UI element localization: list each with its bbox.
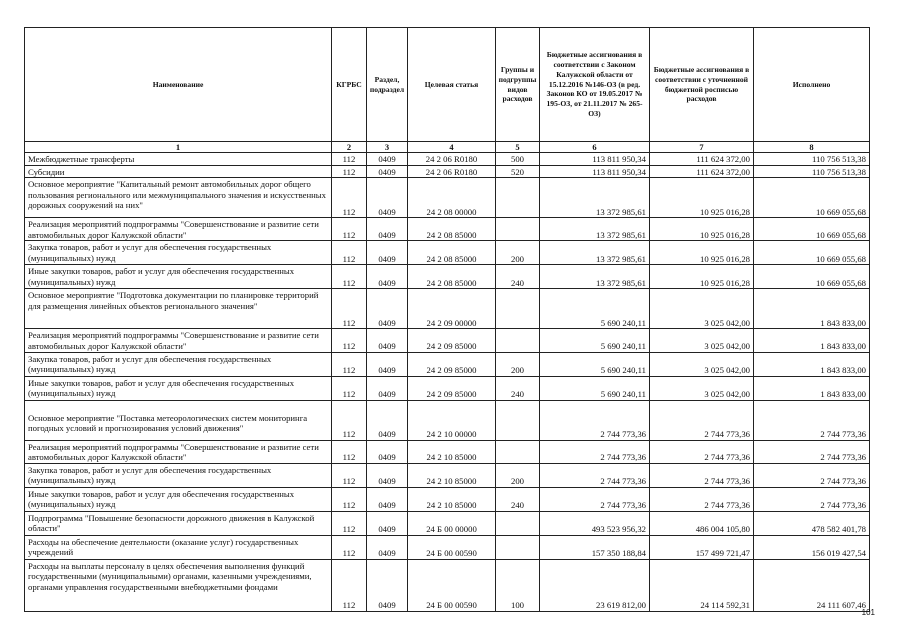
row-group-cell: 240 [496,487,540,511]
header-name: Наименование [25,28,332,142]
row-kgrbs-cell: 112 [332,265,367,289]
row-name-cell: Основное мероприятие "Капитальный ремонт автомобильных дорог общего пользования регионального или межмуниципального значения и искусственных дорожных сооружений на них" [25,178,332,218]
row-budget-clarified-cell: 10 925 016,28 [650,241,754,265]
row-section-cell: 0409 [367,440,408,463]
row-name-cell: Иные закупки товаров, работ и услуг для обеспечения государственных (муниципальных) нужд [25,376,332,400]
row-group-cell [496,218,540,241]
row-target-cell: 24 2 08 85000 [408,241,496,265]
row-budget-clarified-cell: 111 624 372,00 [650,165,754,178]
row-budget-law-cell: 2 744 773,36 [540,487,650,511]
row-executed-cell: 2 744 773,36 [754,400,870,440]
row-target-cell: 24 2 09 85000 [408,329,496,352]
table-row [25,165,870,178]
table-row [25,511,870,535]
row-section-cell: 0409 [367,352,408,376]
table-row [25,153,870,166]
row-executed-cell: 2 744 773,36 [754,487,870,511]
row-group-cell: 520 [496,165,540,178]
row-executed-cell: 156 019 427,54 [754,535,870,559]
row-section-cell: 0409 [367,165,408,178]
row-target-cell: 24 2 09 85000 [408,352,496,376]
table-row [25,352,870,376]
table-row [25,440,870,463]
row-kgrbs-cell: 112 [332,511,367,535]
row-executed-cell: 10 669 055,68 [754,178,870,218]
row-executed-cell: 1 843 833,00 [754,289,870,329]
row-name-cell: Реализация мероприятий подпрограммы "Совершенствование и развитие сети автомобильных дорог Калужской области" [25,218,332,241]
column-number: 6 [540,142,650,153]
row-section-cell: 0409 [367,535,408,559]
row-section-cell: 0409 [367,376,408,400]
row-target-cell: 24 2 08 85000 [408,218,496,241]
row-group-cell: 240 [496,376,540,400]
row-budget-law-cell: 5 690 240,11 [540,376,650,400]
row-target-cell: 24 2 08 00000 [408,178,496,218]
row-budget-law-cell: 113 811 950,34 [540,153,650,166]
row-section-cell: 0409 [367,218,408,241]
row-kgrbs-cell: 112 [332,376,367,400]
row-kgrbs-cell: 112 [332,559,367,611]
row-group-cell: 100 [496,559,540,611]
row-name-cell: Иные закупки товаров, работ и услуг для обеспечения государственных (муниципальных) нужд [25,487,332,511]
row-budget-law-cell: 5 690 240,11 [540,352,650,376]
row-section-cell: 0409 [367,153,408,166]
row-target-cell: 24 Б 00 00000 [408,511,496,535]
row-group-cell: 200 [496,352,540,376]
row-budget-clarified-cell: 10 925 016,28 [650,218,754,241]
row-section-cell: 0409 [367,265,408,289]
row-target-cell: 24 2 10 85000 [408,440,496,463]
table-row [25,241,870,265]
row-name-cell: Основное мероприятие "Поставка метеорологических систем мониторинга погодных условий и прогнозирования условий движения" [25,400,332,440]
row-kgrbs-cell: 112 [332,487,367,511]
row-kgrbs-cell: 112 [332,329,367,352]
row-kgrbs-cell: 112 [332,289,367,329]
column-number-row [25,142,870,153]
row-section-cell: 0409 [367,463,408,487]
table-row [25,218,870,241]
header-executed: Исполнено [754,28,870,142]
row-section-cell: 0409 [367,178,408,218]
row-executed-cell: 1 843 833,00 [754,329,870,352]
row-group-cell: 200 [496,463,540,487]
row-budget-clarified-cell: 10 925 016,28 [650,178,754,218]
row-kgrbs-cell: 112 [332,400,367,440]
column-number: 7 [650,142,754,153]
row-executed-cell: 10 669 055,68 [754,265,870,289]
row-target-cell: 24 2 06 R0180 [408,153,496,166]
row-target-cell: 24 Б 00 00590 [408,559,496,611]
table-row [25,329,870,352]
row-target-cell: 24 2 06 R0180 [408,165,496,178]
row-name-cell: Субсидии [25,165,332,178]
row-executed-cell: 1 843 833,00 [754,376,870,400]
column-number: 5 [496,142,540,153]
header-budget-law: Бюджетные ассигнования в соответствии с Законом Калужской области от 15.12.2016 №146-ОЗ (в ред. Законов КО от 19.05.2017 № 195-ОЗ, от 21.11.2017 № 265-ОЗ) [540,28,650,142]
row-budget-law-cell: 13 372 985,61 [540,241,650,265]
row-group-cell [496,400,540,440]
row-budget-clarified-cell: 2 744 773,36 [650,487,754,511]
header-section: Раздел, подраздел [367,28,408,142]
row-kgrbs-cell: 112 [332,535,367,559]
row-executed-cell: 2 744 773,36 [754,440,870,463]
row-name-cell: Межбюджетные трансферты [25,153,332,166]
row-name-cell: Расходы на выплаты персоналу в целях обеспечения выполнения функций государственными (муниципальными) органами, казенными учреждениями, органами управления государственными внебюджетными фондами [25,559,332,611]
row-budget-clarified-cell: 2 744 773,36 [650,463,754,487]
row-name-cell: Расходы на обеспечение деятельности (оказание услуг) государственных учреждений [25,535,332,559]
row-budget-law-cell: 13 372 985,61 [540,178,650,218]
table-row [25,376,870,400]
table-row [25,487,870,511]
table-row [25,535,870,559]
row-group-cell: 500 [496,153,540,166]
row-group-cell [496,289,540,329]
table-row [25,400,870,440]
row-budget-clarified-cell: 486 004 105,80 [650,511,754,535]
row-target-cell: 24 2 09 85000 [408,376,496,400]
row-section-cell: 0409 [367,559,408,611]
row-executed-cell: 110 756 513,38 [754,153,870,166]
budget-table-page [24,27,869,612]
row-budget-clarified-cell: 3 025 042,00 [650,329,754,352]
row-group-cell [496,440,540,463]
header-target: Целевая статья [408,28,496,142]
row-budget-law-cell: 2 744 773,36 [540,400,650,440]
row-budget-clarified-cell: 10 925 016,28 [650,265,754,289]
row-name-cell: Закупка товаров, работ и услуг для обеспечения государственных (муниципальных) нужд [25,352,332,376]
row-budget-clarified-cell: 24 114 592,31 [650,559,754,611]
row-section-cell: 0409 [367,241,408,265]
row-executed-cell: 110 756 513,38 [754,165,870,178]
table-row [25,265,870,289]
header-kgrbs: КГРБС [332,28,367,142]
row-budget-clarified-cell: 111 624 372,00 [650,153,754,166]
row-kgrbs-cell: 112 [332,153,367,166]
row-group-cell [496,329,540,352]
budget-table [24,27,870,612]
column-number: 8 [754,142,870,153]
row-name-cell: Подпрограмма "Повышение безопасности дорожного движения в Калужской области" [25,511,332,535]
table-row [25,289,870,329]
row-name-cell: Закупка товаров, работ и услуг для обеспечения государственных (муниципальных) нужд [25,241,332,265]
row-section-cell: 0409 [367,487,408,511]
row-budget-law-cell: 5 690 240,11 [540,329,650,352]
header-budget-clarified: Бюджетные ассигнования в соответствии с уточненной бюджетной росписью расходов [650,28,754,142]
column-number: 1 [25,142,332,153]
page-number: 101 [861,608,875,617]
row-name-cell: Закупка товаров, работ и услуг для обеспечения государственных (муниципальных) нужд [25,463,332,487]
row-kgrbs-cell: 112 [332,178,367,218]
row-name-cell: Реализация мероприятий подпрограммы "Совершенствование и развитие сети автомобильных дорог Калужской области" [25,329,332,352]
row-name-cell: Иные закупки товаров, работ и услуг для обеспечения государственных (муниципальных) нужд [25,265,332,289]
row-budget-law-cell: 2 744 773,36 [540,463,650,487]
row-budget-law-cell: 5 690 240,11 [540,289,650,329]
row-kgrbs-cell: 112 [332,165,367,178]
row-group-cell [496,178,540,218]
header-row [25,28,870,142]
row-target-cell: 24 2 10 00000 [408,400,496,440]
row-budget-clarified-cell: 3 025 042,00 [650,376,754,400]
row-section-cell: 0409 [367,289,408,329]
row-section-cell: 0409 [367,400,408,440]
row-name-cell: Реализация мероприятий подпрограммы "Совершенствование и развитие сети автомобильных дорог Калужской области" [25,440,332,463]
row-target-cell: 24 2 10 85000 [408,463,496,487]
table-row [25,463,870,487]
row-group-cell [496,535,540,559]
column-number: 2 [332,142,367,153]
row-group-cell: 240 [496,265,540,289]
row-group-cell [496,511,540,535]
row-section-cell: 0409 [367,511,408,535]
row-target-cell: 24 Б 00 00590 [408,535,496,559]
row-executed-cell: 478 582 401,78 [754,511,870,535]
table-row [25,178,870,218]
row-budget-clarified-cell: 3 025 042,00 [650,289,754,329]
row-name-cell: Основное мероприятие "Подготовка документации по планировке территорий для размещения линейных объектов регионального значения" [25,289,332,329]
row-target-cell: 24 2 08 85000 [408,265,496,289]
header-groups: Группы и подгруппы видов расходов [496,28,540,142]
row-executed-cell: 10 669 055,68 [754,218,870,241]
row-budget-law-cell: 113 811 950,34 [540,165,650,178]
row-budget-clarified-cell: 2 744 773,36 [650,440,754,463]
row-budget-clarified-cell: 3 025 042,00 [650,352,754,376]
row-executed-cell: 2 744 773,36 [754,463,870,487]
row-target-cell: 24 2 09 00000 [408,289,496,329]
row-executed-cell: 10 669 055,68 [754,241,870,265]
row-kgrbs-cell: 112 [332,463,367,487]
row-budget-law-cell: 13 372 985,61 [540,265,650,289]
row-budget-clarified-cell: 2 744 773,36 [650,400,754,440]
row-budget-law-cell: 2 744 773,36 [540,440,650,463]
row-target-cell: 24 2 10 85000 [408,487,496,511]
row-executed-cell: 24 111 607,46 [754,559,870,611]
row-budget-law-cell: 23 619 812,00 [540,559,650,611]
row-kgrbs-cell: 112 [332,218,367,241]
row-group-cell: 200 [496,241,540,265]
row-section-cell: 0409 [367,329,408,352]
row-executed-cell: 1 843 833,00 [754,352,870,376]
row-budget-law-cell: 157 350 188,84 [540,535,650,559]
table-row [25,559,870,611]
row-kgrbs-cell: 112 [332,352,367,376]
row-budget-clarified-cell: 157 499 721,47 [650,535,754,559]
column-number: 4 [408,142,496,153]
row-kgrbs-cell: 112 [332,440,367,463]
row-kgrbs-cell: 112 [332,241,367,265]
row-budget-law-cell: 13 372 985,61 [540,218,650,241]
row-budget-law-cell: 493 523 956,32 [540,511,650,535]
column-number: 3 [367,142,408,153]
